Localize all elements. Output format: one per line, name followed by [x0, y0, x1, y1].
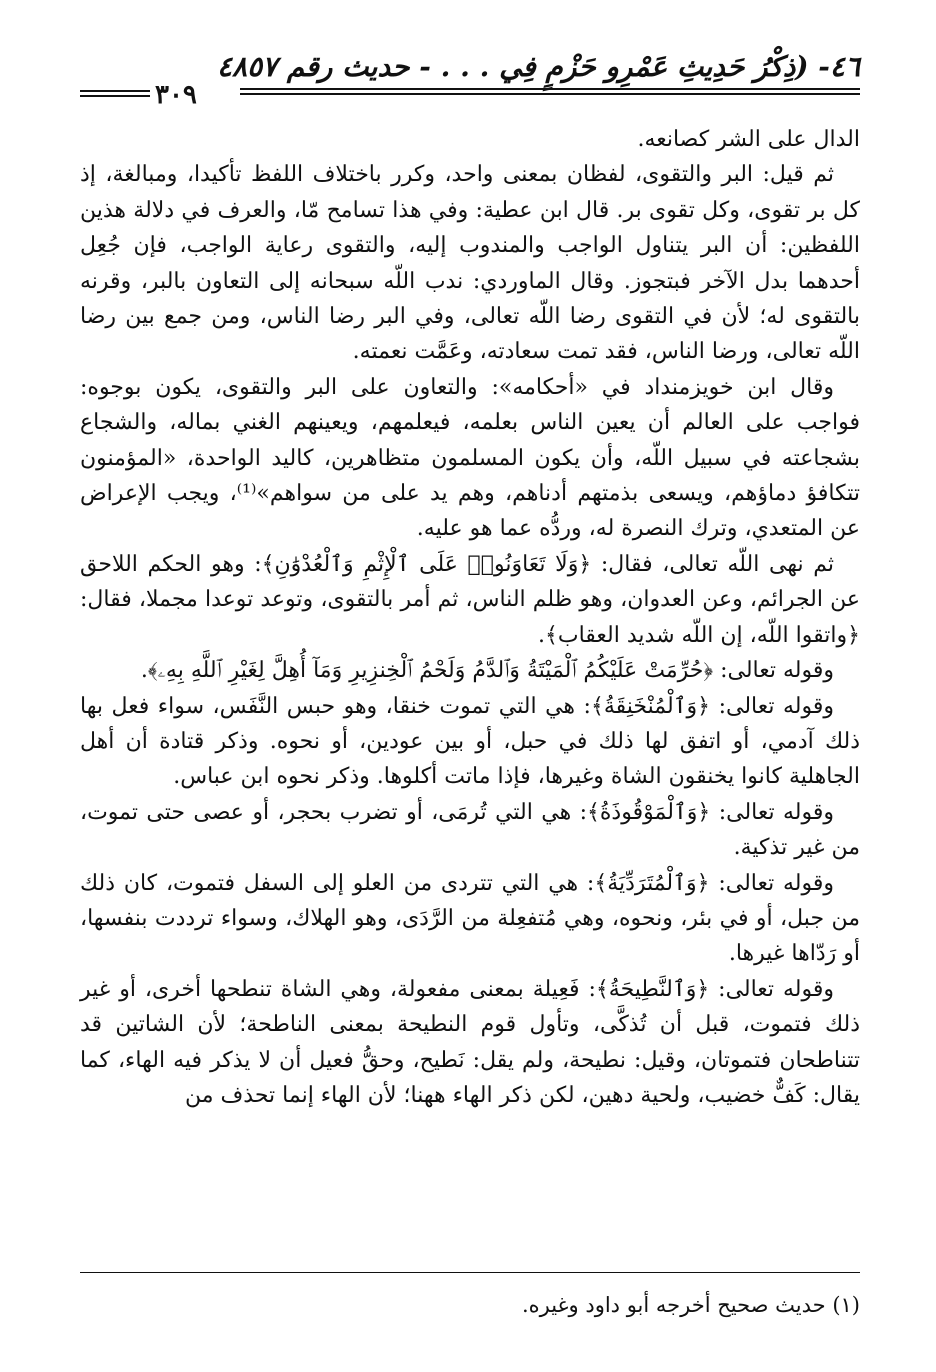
paragraph: وقوله تعالى: ﴿حُرِّمَتْ عَلَيْكُمُ ٱلْمَيْتَةُ وَٱلدَّمُ وَلَحْمُ ٱلْخِنزِيرِ وَمَآ أُهِلَّ لِغَيْرِ ٱللَّهِ بِهِۦ﴾.: [140, 658, 834, 684]
footnote-divider: [80, 1272, 860, 1273]
footnote: (١) حديث صحيح أخرجه أبو داود وغيره.: [521, 1293, 860, 1317]
header-rule: [240, 88, 860, 95]
paragraph: وقوله تعالى: ﴿وَٱلْمُنْخَنِقَةُ﴾: هي التي تموت خنقا، وهو حبس النَّفَس، سواء فعل بها ذلك آدمي، أو اتفق لها ذلك في حبل، أو بين عودين، أو نحوه. وذكر قتادة أن أهل الجاهلية كانوا يخنقون الشاة وغيرها، فإذا ماتت أكلوها. وذكر نحوه ابن عباس.: [80, 693, 860, 790]
page-number-rule: [80, 90, 150, 97]
paragraph: وقال ابن خويزمنداد في «أحكامه»: والتعاون على البر والتقوى، يكون بوجوه: فواجب على العالم أن يعين الناس بعلمه، فيعلمهم، ويعينهم الغني بماله، والشجاع بشجاعته في سبيل اللّه، وأن يكون المسلمون متظاهرين، كاليد الواحدة، «المؤمنون تتكافؤ دماؤهم، ويسعى بذمتهم أدناهم، وهم يد على من سواهم»⁽¹⁾، ويجب الإعراض عن المتعدي، وترك النصرة له، وردُّه عما هو عليه.: [80, 374, 860, 542]
running-title: ٤٦- (ذِكْرُ حَدِيثِ عَمْرِو حَزْمٍ فِي . . . - حديث رقم ٤٨٥٧: [216, 50, 860, 83]
paragraph: الدال على الشر كصانعه.: [637, 127, 860, 152]
main-text: [80, 122, 860, 1113]
page-header: [80, 48, 860, 108]
paragraph: وقوله تعالى: ﴿وَٱلْمُتَرَدِّيَةُ﴾: هي التي تتردى من العلو إلى السفل فتموت، كان ذلك من جبل، أو في بئر، ونحوه، وهي مُتفعِلة من الرَّدَى، وهو الهلاك، وسواء ترددت بنفسها، أو رَدّاها غيرها.: [80, 870, 860, 967]
paragraph: ثم نهى اللّه تعالى، فقال: ﴿وَلَا تَعَاوَنُوا۟ عَلَى ٱلْإِثْمِ وَٱلْعُدْوَٰنِ﴾: وهو الحكم اللاحق عن الجرائم، وعن العدوان، وهو ظلم الناس، ثم أمر بالتقوى، وتوعد توعدا مجملا، فقال: ﴿واتقوا اللّه، إن اللّه شديد العقاب﴾.: [80, 551, 860, 648]
paragraph: وقوله تعالى: ﴿وَٱلنَّطِيحَةُ﴾: فَعِيلة بمعنى مفعولة، وهي الشاة تنطحها أخرى، أو غير ذلك فتموت، قبل أن تُذكَّى، وتأول قوم النطيحة بمعنى الناطحة؛ لأن الشاتين قد تتناطحان فتموتان، وقيل: نطيحة، ولم يقل: نَطيح، وحقُّ فعيل أن لا يذكر فيه الهاء، كما يقال: كَفٌّ خضيب، ولحية دهين، لكن ذكر الهاء ههنا؛ لأن الهاء إنما تحذف من: [80, 976, 860, 1108]
page-number: ٣٠٩: [155, 80, 197, 110]
paragraph: ثم قيل: البر والتقوى، لفظان بمعنى واحد، وكرر باختلاف اللفظ تأكيدا، ومبالغة، إذ كل بر تقوى، وكل تقوى بر. قال ابن عطية: وفي هذا تسامح مّا، والعرف في دلالة هذين اللفظين: أن البر يتناول الواجب والمندوب إليه، والتقوى رعاية الواجب، فإن جُعِل أحدهما بدل الآخر فبتجوز. وقال الماوردي: ندب اللّه سبحانه إلى التعاون بالبر، وقرنه بالتقوى له؛ لأن في التقوى رضا اللّه تعالى، وفي البر رضا الناس، ومن جمع بين رضا اللّه تعالى، ورضا الناس، فقد تمت سعادته، وعَمَّت نعمته.: [80, 162, 860, 365]
paragraph: وقوله تعالى: ﴿وَٱلْمَوْقُوذَةُ﴾: هي التي تُرمَى، أو تضرب بحجر، أو عصى حتى تموت، من غير تذكية.: [80, 799, 860, 861]
